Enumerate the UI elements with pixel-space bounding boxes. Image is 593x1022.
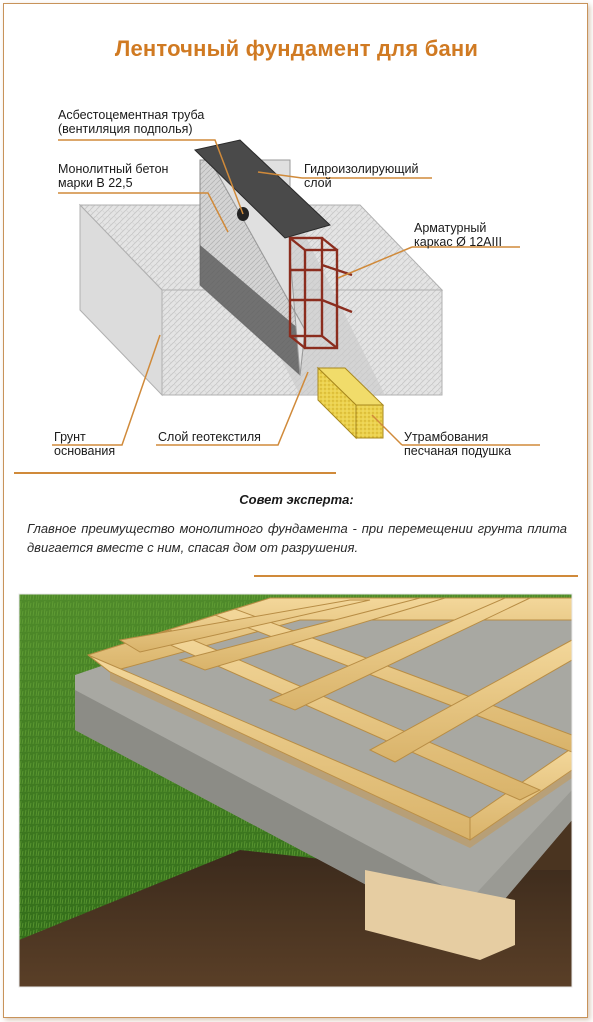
divider-bottom [254, 575, 578, 577]
label-soil: Грунт основания [54, 430, 116, 458]
label-waterproof: Гидроизолирующий слой [304, 162, 419, 190]
divider-top [14, 472, 336, 474]
label-sand: Утрамбования песчаная подушка [404, 430, 512, 458]
page-title: Ленточный фундамент для бани [114, 36, 479, 61]
foundation-diagram [0, 0, 593, 480]
label-rebar: Арматурный каркас Ø 12AIII [414, 221, 502, 249]
label-geotextile: Слой геотекстиля [158, 430, 261, 444]
label-concrete: Монолитный бетон марки В 22,5 [58, 162, 169, 190]
expert-heading: Совет эксперта: [239, 492, 354, 507]
expert-text: Главное преимущество монолитного фундамента - при перемещении грунта плита двигается вместе с ним, спасая дом от разрушения. [27, 521, 567, 555]
label-pipe: Асбестоцементная труба (вентиляция подполья) [58, 108, 205, 136]
